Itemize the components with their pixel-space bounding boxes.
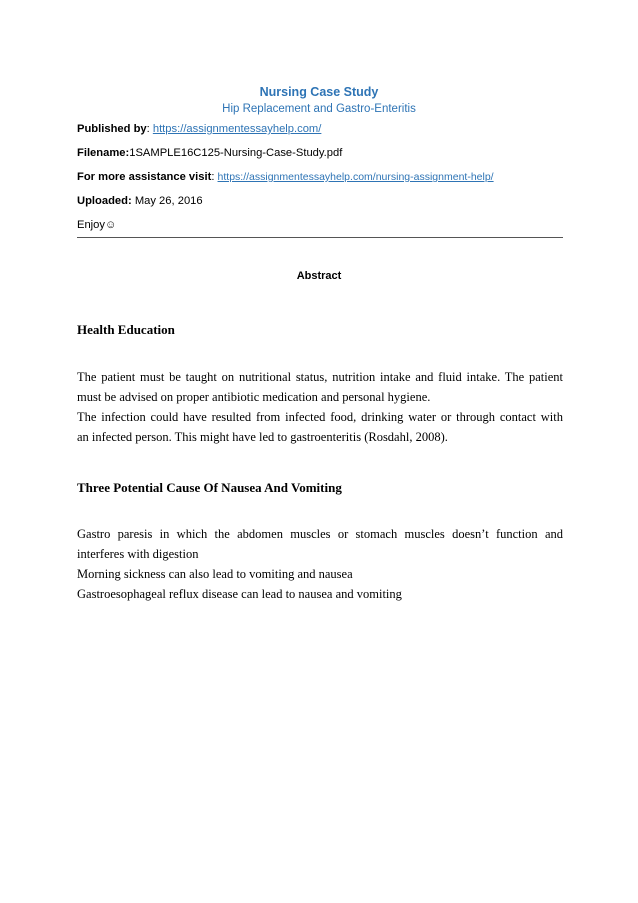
document-title: Nursing Case Study — [259, 85, 379, 99]
health-education-paragraph — [77, 367, 563, 447]
assistance-line: For more assistance visit: https://assignmentessayhelp.com/nursing-assignment-help/ — [77, 171, 494, 183]
section-heading-nausea-causes: Three Potential Cause Of Nausea And Vomiting — [77, 480, 342, 495]
section-heading-health-education: Health Education — [77, 322, 175, 337]
nausea-causes-paragraph — [77, 524, 563, 604]
paragraph-line: Morning sickness can also lead to vomiting and nausea — [77, 567, 353, 581]
published-by-line: Published by: https://assignmentessayhelp.com/ — [77, 123, 322, 135]
uploaded-value: May 26, 2016 — [134, 195, 203, 207]
abstract-heading: Abstract — [296, 270, 342, 282]
enjoy-line: Enjoy☺ — [77, 219, 117, 231]
paragraph-line: an infected person. This might have led to gastroenteritis (Rosdahl, 2008). — [77, 430, 448, 444]
published-by-label: Published by — [77, 123, 147, 135]
filename-label: Filename: — [77, 147, 130, 159]
header-divider — [77, 237, 563, 238]
uploaded-label: Uploaded: — [77, 195, 132, 207]
paragraph-line: The patient must be taught on nutritional status, nutrition intake and fluid intake. The patient — [77, 370, 563, 384]
paragraph-line: must be advised on proper antibiotic medication and personal hygiene. — [77, 390, 431, 404]
assistance-label: For more assistance visit — [77, 171, 212, 183]
published-by-link[interactable]: https://assignmentessayhelp.com/ — [152, 123, 322, 135]
assistance-link[interactable]: https://assignmentessayhelp.com/nursing-assignment-help/ — [217, 171, 494, 183]
paragraph-line: Gastroesophageal reflux disease can lead to nausea and vomiting — [77, 587, 402, 601]
filename-value: 1SAMPLE16C125-Nursing-Case-Study.pdf — [129, 147, 343, 159]
paragraph-line: interferes with digestion — [77, 547, 199, 561]
paragraph-line: The infection could have resulted from infected food, drinking water or through contact with — [77, 410, 563, 424]
uploaded-line — [77, 195, 203, 207]
paragraph-line: Gastro paresis in which the abdomen muscles or stomach muscles doesn’t function and — [77, 527, 563, 541]
filename-line — [77, 147, 342, 159]
document-subtitle: Hip Replacement and Gastro-Enteritis — [222, 103, 416, 115]
